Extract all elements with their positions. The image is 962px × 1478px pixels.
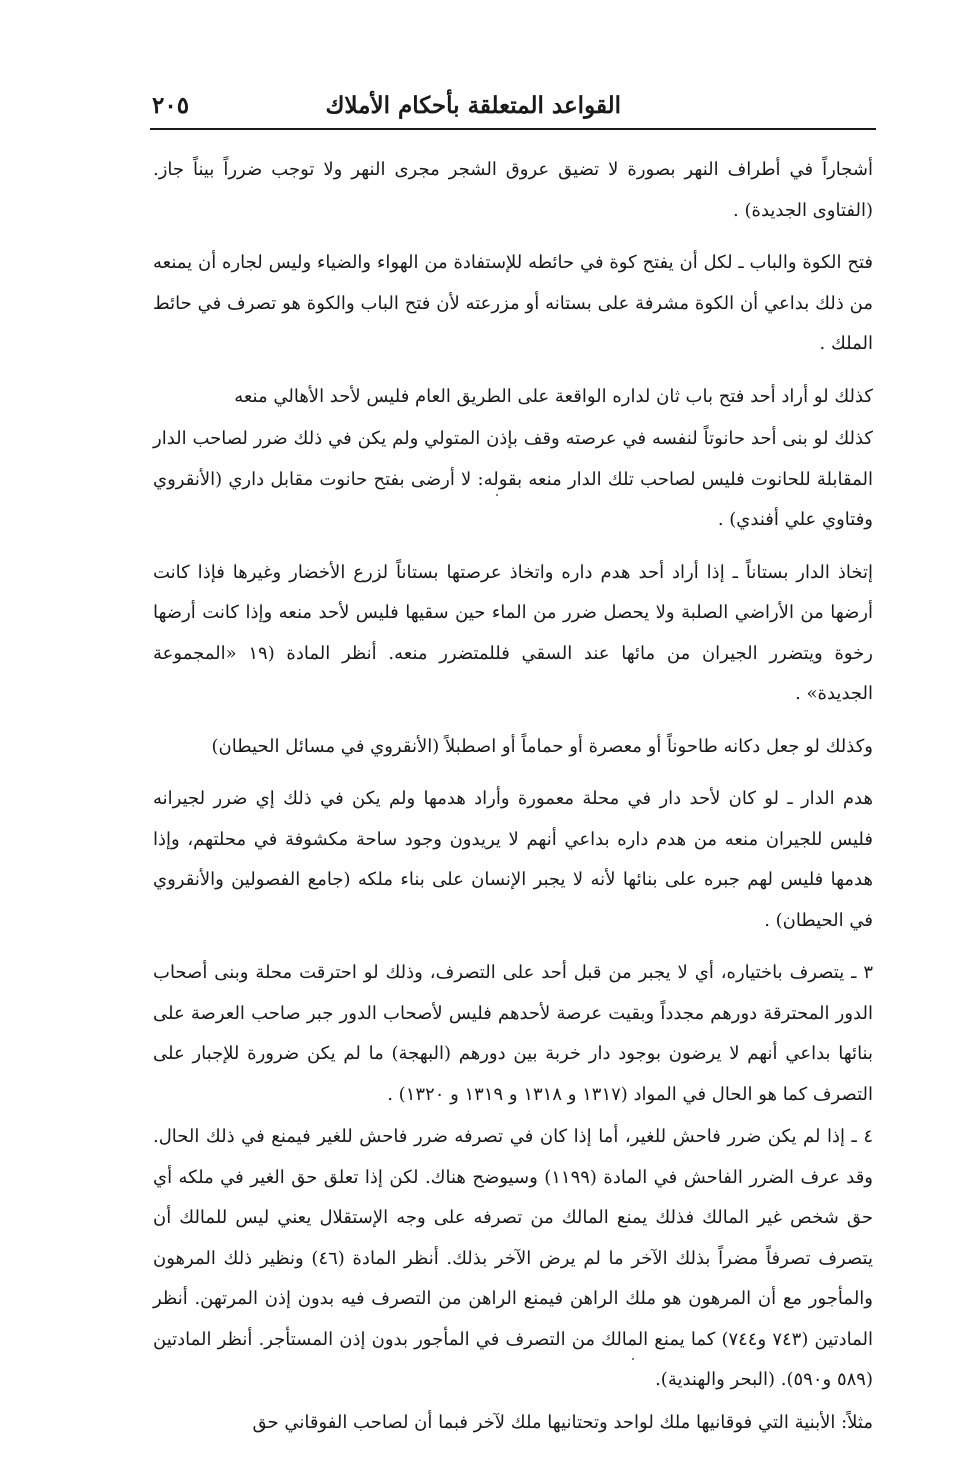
page-number: ٢٠٥ [152, 92, 190, 119]
page-header [150, 88, 876, 130]
paragraph-demolish-house: هدم الدار ـ لو كان لأحد دار في محلة معمورة وأراد هدمها ولم يكن في ذلك إي ضرر لجيرانه فليس للجيران منعه من هدم داره بداعي أنهم لا يريدون وجود ساحة مكشوفة في محلتهم، وإذا هدمها فليس لهم جبره على بنائها لأنه لا يجبر الإنسان على بناء ملكه (جامع الفصولين والأنقروي في الحيطان) . [153, 788, 873, 931]
paragraph-rivers-trees: أشجاراً في أطراف النهر بصورة لا تضيق عروق الشجر مجرى النهر ولا توجب ضرراً بيناً جاز. (الفتاوى الجديدة) . [153, 159, 873, 221]
paragraph-shop: كذلك لو بنى أحد حانوتاً لنفسه في عرصته وقف بإذن المتولي ولم يكن في ذلك ضرر لصاحب الدار المقابلة للحانوت فليس لصاحب تلك الدار منعه بقوله: لا أرضى بفتح حانوت مقابل داري (الأنقروي وفتاوي علي أفندي) . [153, 428, 873, 530]
header-rule [150, 128, 876, 130]
paragraph-house-garden: إتخاذ الدار بستاناً ـ إذا أراد أحد هدم داره واتخاذ عرصتها بستاناً لزرع الأخضار وغيرها فإذا كانت أرضها من الأراضي الصلبة ولا يحصل ضرر من الماء حين سقيها فليس لأحد منعه وإذا كانت أرضها رخوة ويتضرر الجيران من مائها عند السقي فللمتضرر منعه. أنظر المادة (١٩ «المجموعة الجديدة» . [153, 561, 873, 704]
paragraph-free-choice: ٣ ـ يتصرف باختياره، أي لا يجبر من قبل أحد على التصرف، وذلك لو احترقت محلة وبنى أصحاب الدور المحترقة دورهم مجدداً وبقيت عرصة لأحدهم فليس لأصحاب الدور جبر صاحب العرصة على بنائها بداعي أنهم لا يرضون بوجود دار خربة بين دورهم (البهجة) ما لم يكن ضرورة للإجبار على التصرف كما هو الحال في المواد (١٣١٧ و ١٣١٨ و ١٣١٩ و ١٣٢٠) . [153, 962, 874, 1105]
paragraph-gross-harm: ٤ ـ إذا لم يكن ضرر فاحش للغير، أما إذا كان في تصرفه ضرر فاحش للغير فيمنع في ذلك الحال. وقد عرف الضرر الفاحش في المادة (١١٩٩) وسيوضح هناك. لكن إذا تعلق حق الغير في ملكه أي حق شخص غير المالك فذلك يمنع المالك من تصرفه على وجه الإستقلال يعني ليس للمالك أن يتصرف تصرفاً مضراً بذلك الآخر ما لم يرض الآخر بذلك. أنظر المادة (٤٦) ونظير ذلك المرهون والمأجور مع أن المرهون هو ملك الراهن فيمنع الراهن من التصرف فيه بدون إذن المرتهن. أنظر المادتين (٧٤٣ و٧٤٤) كما يمنع المالك من التصرف في المأجور بدون إذن المستأجر. أنظر المادتين (٥٨٩ و٥٩٠). (البحر والهندية). [153, 1126, 874, 1390]
running-title: القواعد المتعلقة بأحكام الأملاك [325, 92, 621, 119]
paragraph-example: مثلاً: الأبنية التي فوقانيها ملك لواحد وتحتانيها ملك لآخر فبما أن لصاحب الفوقاني حق [252, 1411, 873, 1433]
scan-speck [496, 494, 498, 496]
body-text [153, 150, 873, 1445]
paragraph-window-door: فتح الكوة والباب ـ لكل أن يفتح كوة في حائطه للإستفادة من الهواء والضياء وليس لجاره أن يمنعه من ذلك بداعي أن الكوة مشرفة على بستانه أو مزرعته لأن فتح الباب والكوة هو تصرف في حائط الملك . [153, 252, 873, 354]
scan-speck [632, 1358, 634, 1360]
paragraph-second-door: كذلك لو أراد أحد فتح باب ثان لداره الواقعة على الطريق العام فليس لأحد الأهالي منعه [234, 385, 873, 407]
paragraph-mill-bath: وكذلك لو جعل دكانه طاحوناً أو معصرة أو حماماً أو اصطبلاً (الأنقروي في مسائل الحيطان) [211, 735, 873, 757]
